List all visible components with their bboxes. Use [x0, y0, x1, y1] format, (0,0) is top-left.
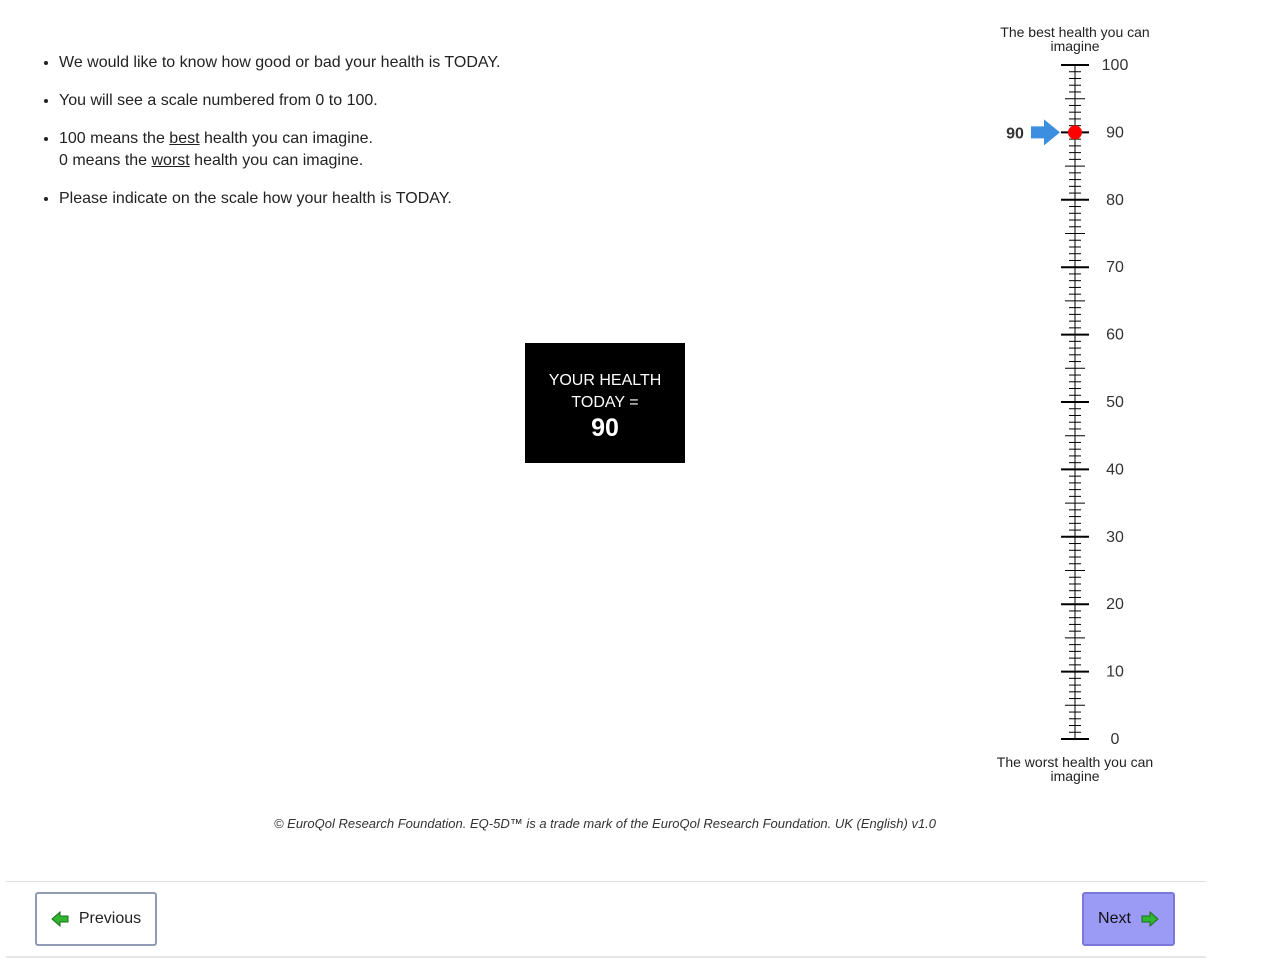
scale-bottom-label: The worst health you can imagine: [996, 754, 1154, 784]
best-emphasis: best: [169, 130, 200, 147]
instructions-list: [30, 52, 659, 226]
previous-button[interactable]: [35, 892, 157, 946]
bottom-rule: [6, 956, 1206, 958]
scale-label: 40: [1106, 461, 1124, 479]
scale-label: 30: [1106, 528, 1124, 546]
health-scale[interactable]: [990, 50, 1160, 750]
instruction-item: • 100 means the best health you can imagine. 0 means the worst health you can imagine.: [59, 128, 659, 172]
health-box-value: 90: [591, 414, 619, 442]
scale-label: 10: [1106, 663, 1124, 681]
selected-value-label: 90: [1006, 125, 1024, 143]
scale-label: 60: [1106, 326, 1124, 344]
pointer-arrow-icon: [1031, 119, 1060, 145]
next-button[interactable]: [1082, 892, 1175, 946]
instruction-item: • We would like to know how good or bad your health is TODAY.: [59, 52, 659, 74]
scale-top-label: The best health you can imagine: [1000, 24, 1150, 54]
health-box-label: YOUR HEALTH TODAY =: [548, 372, 662, 411]
scale-label: 50: [1106, 394, 1124, 411]
arrow-right-icon: [1141, 911, 1159, 927]
scale-label: 70: [1106, 259, 1124, 277]
worst-emphasis: worst: [151, 152, 190, 169]
divider: [6, 881, 1206, 882]
next-label: Next: [1098, 910, 1131, 927]
instruction-item: • You will see a scale numbered from 0 to 100.: [59, 90, 659, 112]
scale-label: 0: [1110, 731, 1120, 748]
scale-label: 80: [1106, 191, 1124, 209]
arrow-left-icon: [51, 911, 69, 927]
instruction-item: • Please indicate on the scale how your health is TODAY.: [59, 188, 659, 210]
previous-label: Previous: [78, 910, 142, 927]
your-health-today-box: [525, 343, 685, 463]
scale-label: 90: [1106, 124, 1124, 142]
scale-label: 100: [1101, 57, 1129, 74]
scale-label: 20: [1106, 596, 1124, 614]
copyright-notice: © EuroQol Research Foundation. EQ-5D™ is a trade mark of the EuroQol Research Foundation. UK (English) v1.0: [273, 816, 937, 831]
selected-value-marker: [1068, 125, 1082, 139]
